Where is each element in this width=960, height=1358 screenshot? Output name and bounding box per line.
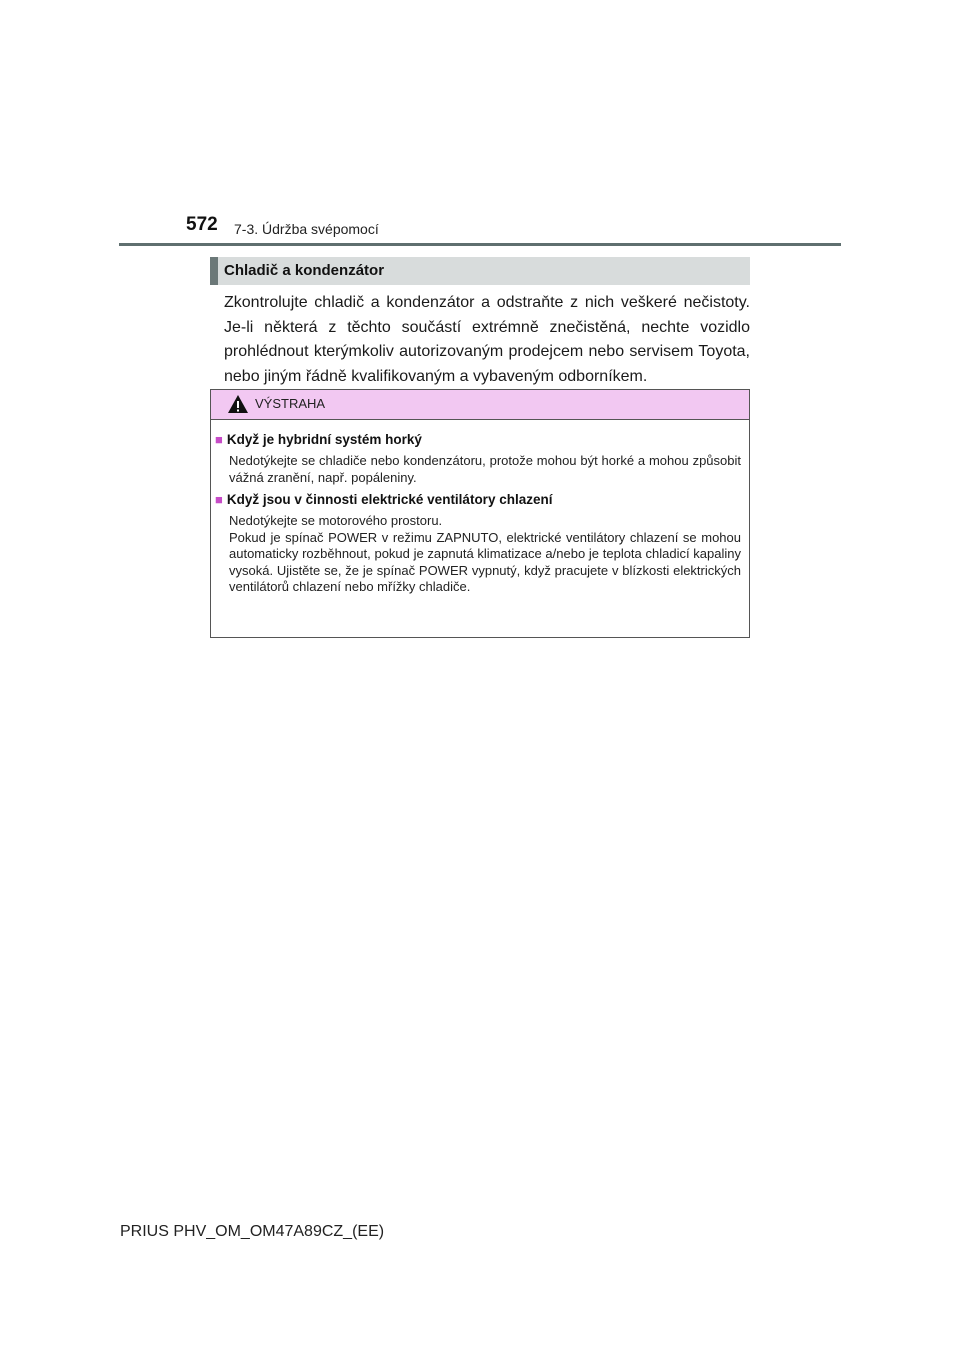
warning-triangle-icon	[227, 394, 249, 414]
warning-item-text-line: Pokud je spínač POWER v režimu ZAPNUTO, elektrické ventilátory chlazení se mohou automaticky rozběhnout, pokud je zapnutá klimatizace a/nebo je teplota chladicí kapaliny vysoká. Ujistěte se, že je spínač POWER vypnutý, když pracujete v blízkosti elektrických ventilátorů chlazení nebo mřížky chladiče.	[229, 529, 741, 594]
square-bullet-icon: ■	[215, 432, 223, 447]
warning-label: VÝSTRAHA	[255, 396, 326, 411]
warning-item-title-text: Když je hybridní systém horký	[226, 432, 422, 447]
warning-box	[210, 389, 750, 638]
header-rule	[119, 243, 841, 246]
warning-item-text	[229, 513, 741, 596]
section-heading-accent	[210, 257, 218, 285]
running-header: 7-3. Údržba svépomocí	[234, 221, 379, 237]
warning-header	[211, 390, 749, 420]
warning-item-title-text: Když jsou v činnosti elektrické ventilátory chlazení	[226, 492, 553, 507]
footer-doc-code: PRIUS PHV_OM_OM47A89CZ_(EE)	[120, 1223, 385, 1240]
square-bullet-icon: ■	[215, 492, 223, 507]
page-number: 572	[186, 214, 218, 235]
warning-item-title	[215, 492, 552, 507]
warning-item-title	[215, 432, 422, 447]
intro-paragraph: Zkontrolujte chladič a kondenzátor a odstraňte z nich veškeré nečistoty. Je-li některá z těchto součástí extrémně znečistěná, nechte vozidlo prohlédnout kterýmkoliv autorizovaným prodejcem nebo servisem Toyota, nebo jiným řádně kvalifikovaným a vybaveným odborníkem.	[224, 294, 750, 385]
section-heading-bar	[210, 257, 750, 285]
section-title: Chladič a kondenzátor	[224, 262, 385, 279]
warning-item-text: Nedotýkejte se chladiče nebo kondenzátoru, protože mohou být horké a mohou způsobit vážná zranění, např. popáleniny.	[229, 453, 741, 485]
warning-item-text-line: Nedotýkejte se motorového prostoru.	[229, 513, 443, 528]
